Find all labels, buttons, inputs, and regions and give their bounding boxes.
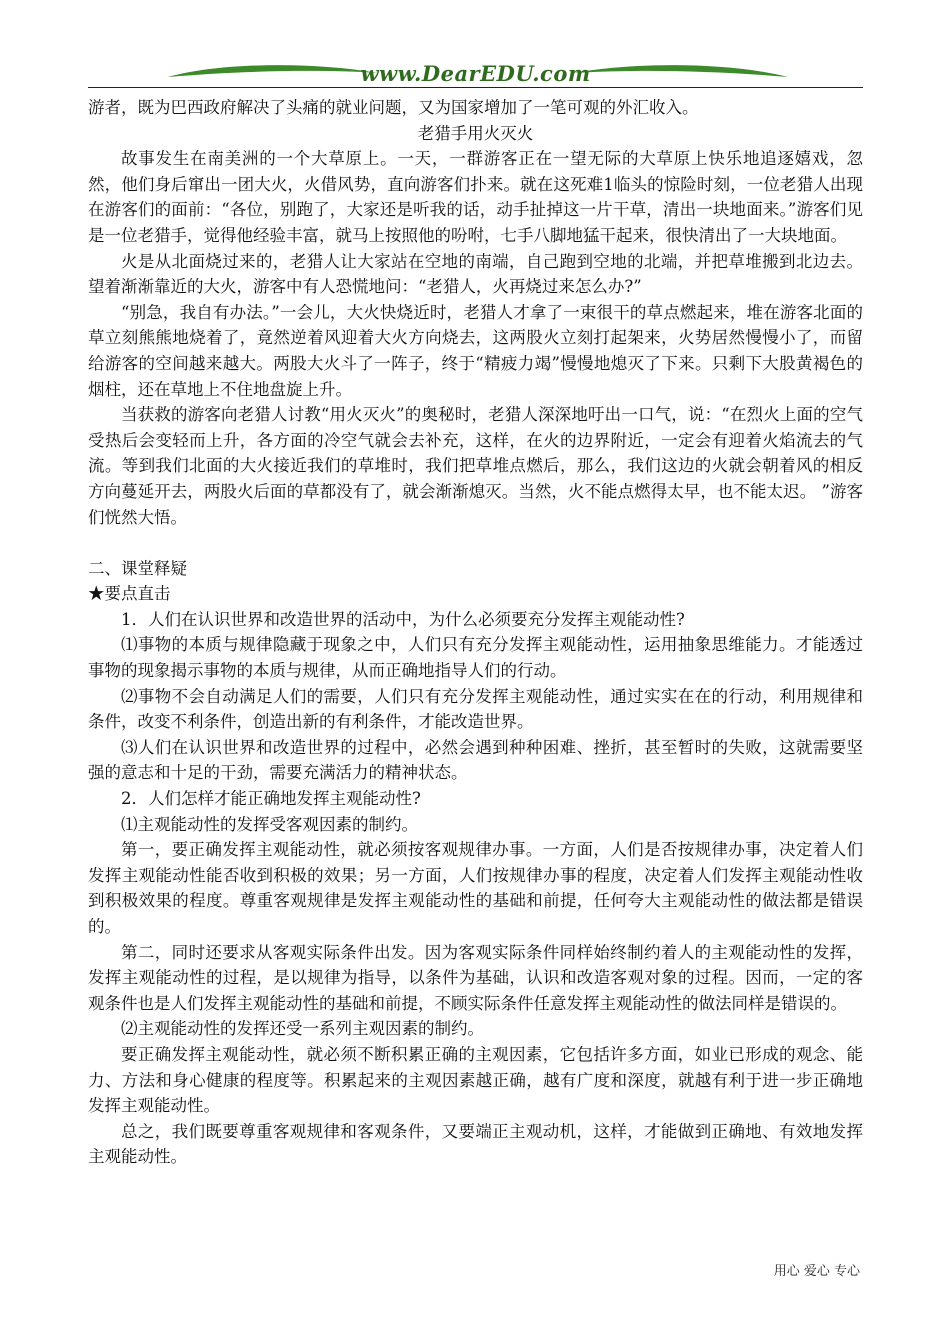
blank-line bbox=[88, 530, 863, 556]
site-logo: www.DearEDU.com bbox=[360, 61, 591, 86]
section-heading: 二、课堂释疑 bbox=[88, 558, 187, 578]
document-body bbox=[88, 95, 863, 1170]
subsection-heading: ★要点直击 bbox=[88, 584, 171, 604]
story-paragraph: 当获救的游客向老猎人讨教“用火灭火”的奥秘时，老猎人深深地吁出一口气，说：“在烈火上面的空气受热后会变轻而上升，各方面的冷空气就会去补充，这样，在火的边界附近，一定会有迎着火焰流去的气流。等到我们北面的大火接近我们的草堆时，我们把草堆点燃后，那么，我们这边的火就会朝着风的相反方向蔓延开去，两股火后面的草都没有了，就会渐渐熄灭。当然，火不能点燃得太早，也不能太迟。 ”游客们恍然大悟。 bbox=[88, 405, 863, 527]
story-paragraph: 故事发生在南美洲的一个大草原上。一天，一群游客正在一望无际的大草原上快乐地追逐嬉戏，忽然，他们身后窜出一团大火，火借风势，直向游客们扑来。就在这死难1临头的惊险时刻，一位老猎人出现在游客们的面前：“各位，别跑了，大家还是听我的话，动手扯掉这一片干草，清出一块地面来。”游客们见是一位老猎手，觉得他经验丰富，就马上按照他的吩咐，七手八脚地猛干起来，很快清出了一大块地面。 bbox=[88, 149, 863, 245]
story-title: 老猎手用火灭火 bbox=[417, 123, 534, 143]
question-paragraph: 1．人们在认识世界和改造世界的活动中，为什么必须要充分发挥主观能动性? bbox=[121, 609, 685, 629]
answer-paragraph: ⑴主观能动性的发挥受客观因素的制约。 bbox=[121, 814, 418, 834]
question-paragraph: 2．人们怎样才能正确地发挥主观能动性? bbox=[121, 789, 421, 809]
header-divider bbox=[88, 87, 863, 88]
answer-paragraph: ⑶人们在认识世界和改造世界的过程中，必然会遇到种种困难、挫折，甚至暂时的失败，这就需要坚强的意志和十足的干劲，需要充满活力的精神状态。 bbox=[88, 737, 863, 783]
summary-paragraph: 总之，我们既要尊重客观规律和客观条件，又要端正主观动机，这样，才能做到正确地、有效地发挥主观能动性。 bbox=[88, 1121, 863, 1167]
answer-paragraph: 要正确发挥主观能动性，就必须不断积累正确的主观因素，它包括许多方面，如业已形成的观念、能力、方法和身心健康的程度等。积累起来的主观因素越正确，越有广度和深度，就越有利于进一步正确地发挥主观能动性。 bbox=[88, 1044, 863, 1116]
answer-paragraph: 第二，同时还要求从客观实际条件出发。因为客观实际条件同样始终制约着人的主观能动性的发挥，发挥主观能动性的过程，是以规律为指导，以条件为基础，认识和改造客观对象的过程。因而，一定的客观条件也是人们发挥主观能动性的基础和前提，不顾实际条件任意发挥主观能动性的做法同样是错误的。 bbox=[88, 942, 863, 1013]
page-header bbox=[88, 55, 863, 91]
paragraph-intro-continuation: 游者，既为巴西政府解决了头痛的就业问题，又为国家增加了一笔可观的外汇收入。 bbox=[88, 98, 699, 117]
answer-paragraph: ⑵事物不会自动满足人们的需要，人们只有充分发挥主观能动性，通过实实在在的行动，利用规律和条件，改变不利条件，创造出新的有利条件，才能改造世界。 bbox=[88, 686, 863, 732]
answer-paragraph: 第一，要正确发挥主观能动性，就必须按客观规律办事。一方面，人们是否按规律办事，决定着人们发挥主观能动性能否收到积极的效果；另一方面，人们按规律办事的程度，决定着人们发挥主观能动性收到积极效果的程度。尊重客观规律是发挥主观能动性的基础和前提，任何夸大主观能动性的做法都是错误的。 bbox=[88, 840, 863, 936]
answer-paragraph: ⑴事物的本质与规律隐藏于现象之中，人们只有充分发挥主观能动性，运用抽象思维能力。才能透过事物的现象揭示事物的本质与规律，从而正确地指导人们的行动。 bbox=[88, 635, 863, 681]
story-paragraph: “别急，我自有办法。”一会儿，大火快烧近时，老猎人才拿了一束很干的草点燃起来，堆在游客北面的草立刻熊熊地烧着了，竟然逆着风迎着大火方向烧去，这两股火立刻打起架来，火势居然慢慢小了，而留给游客的空间越来越大。两股大火斗了一阵子，终于“精疲力竭”慢慢地熄灭了下来。只剩下大股黄褐色的烟柱，还在草地上不住地盘旋上升。 bbox=[88, 302, 863, 399]
answer-paragraph: ⑵主观能动性的发挥还受一系列主观因素的制约。 bbox=[121, 1019, 484, 1039]
story-paragraph: 火是从北面烧过来的，老猎人让大家站在空地的南端，自己跑到空地的北端，并把草堆搬到北边去。望着渐渐靠近的大火，游客中有人恐慌地问：“老猎人，火再烧过来怎么办?” bbox=[88, 251, 863, 297]
footer-slogan: 用心 爱心 专心 bbox=[773, 1264, 860, 1279]
